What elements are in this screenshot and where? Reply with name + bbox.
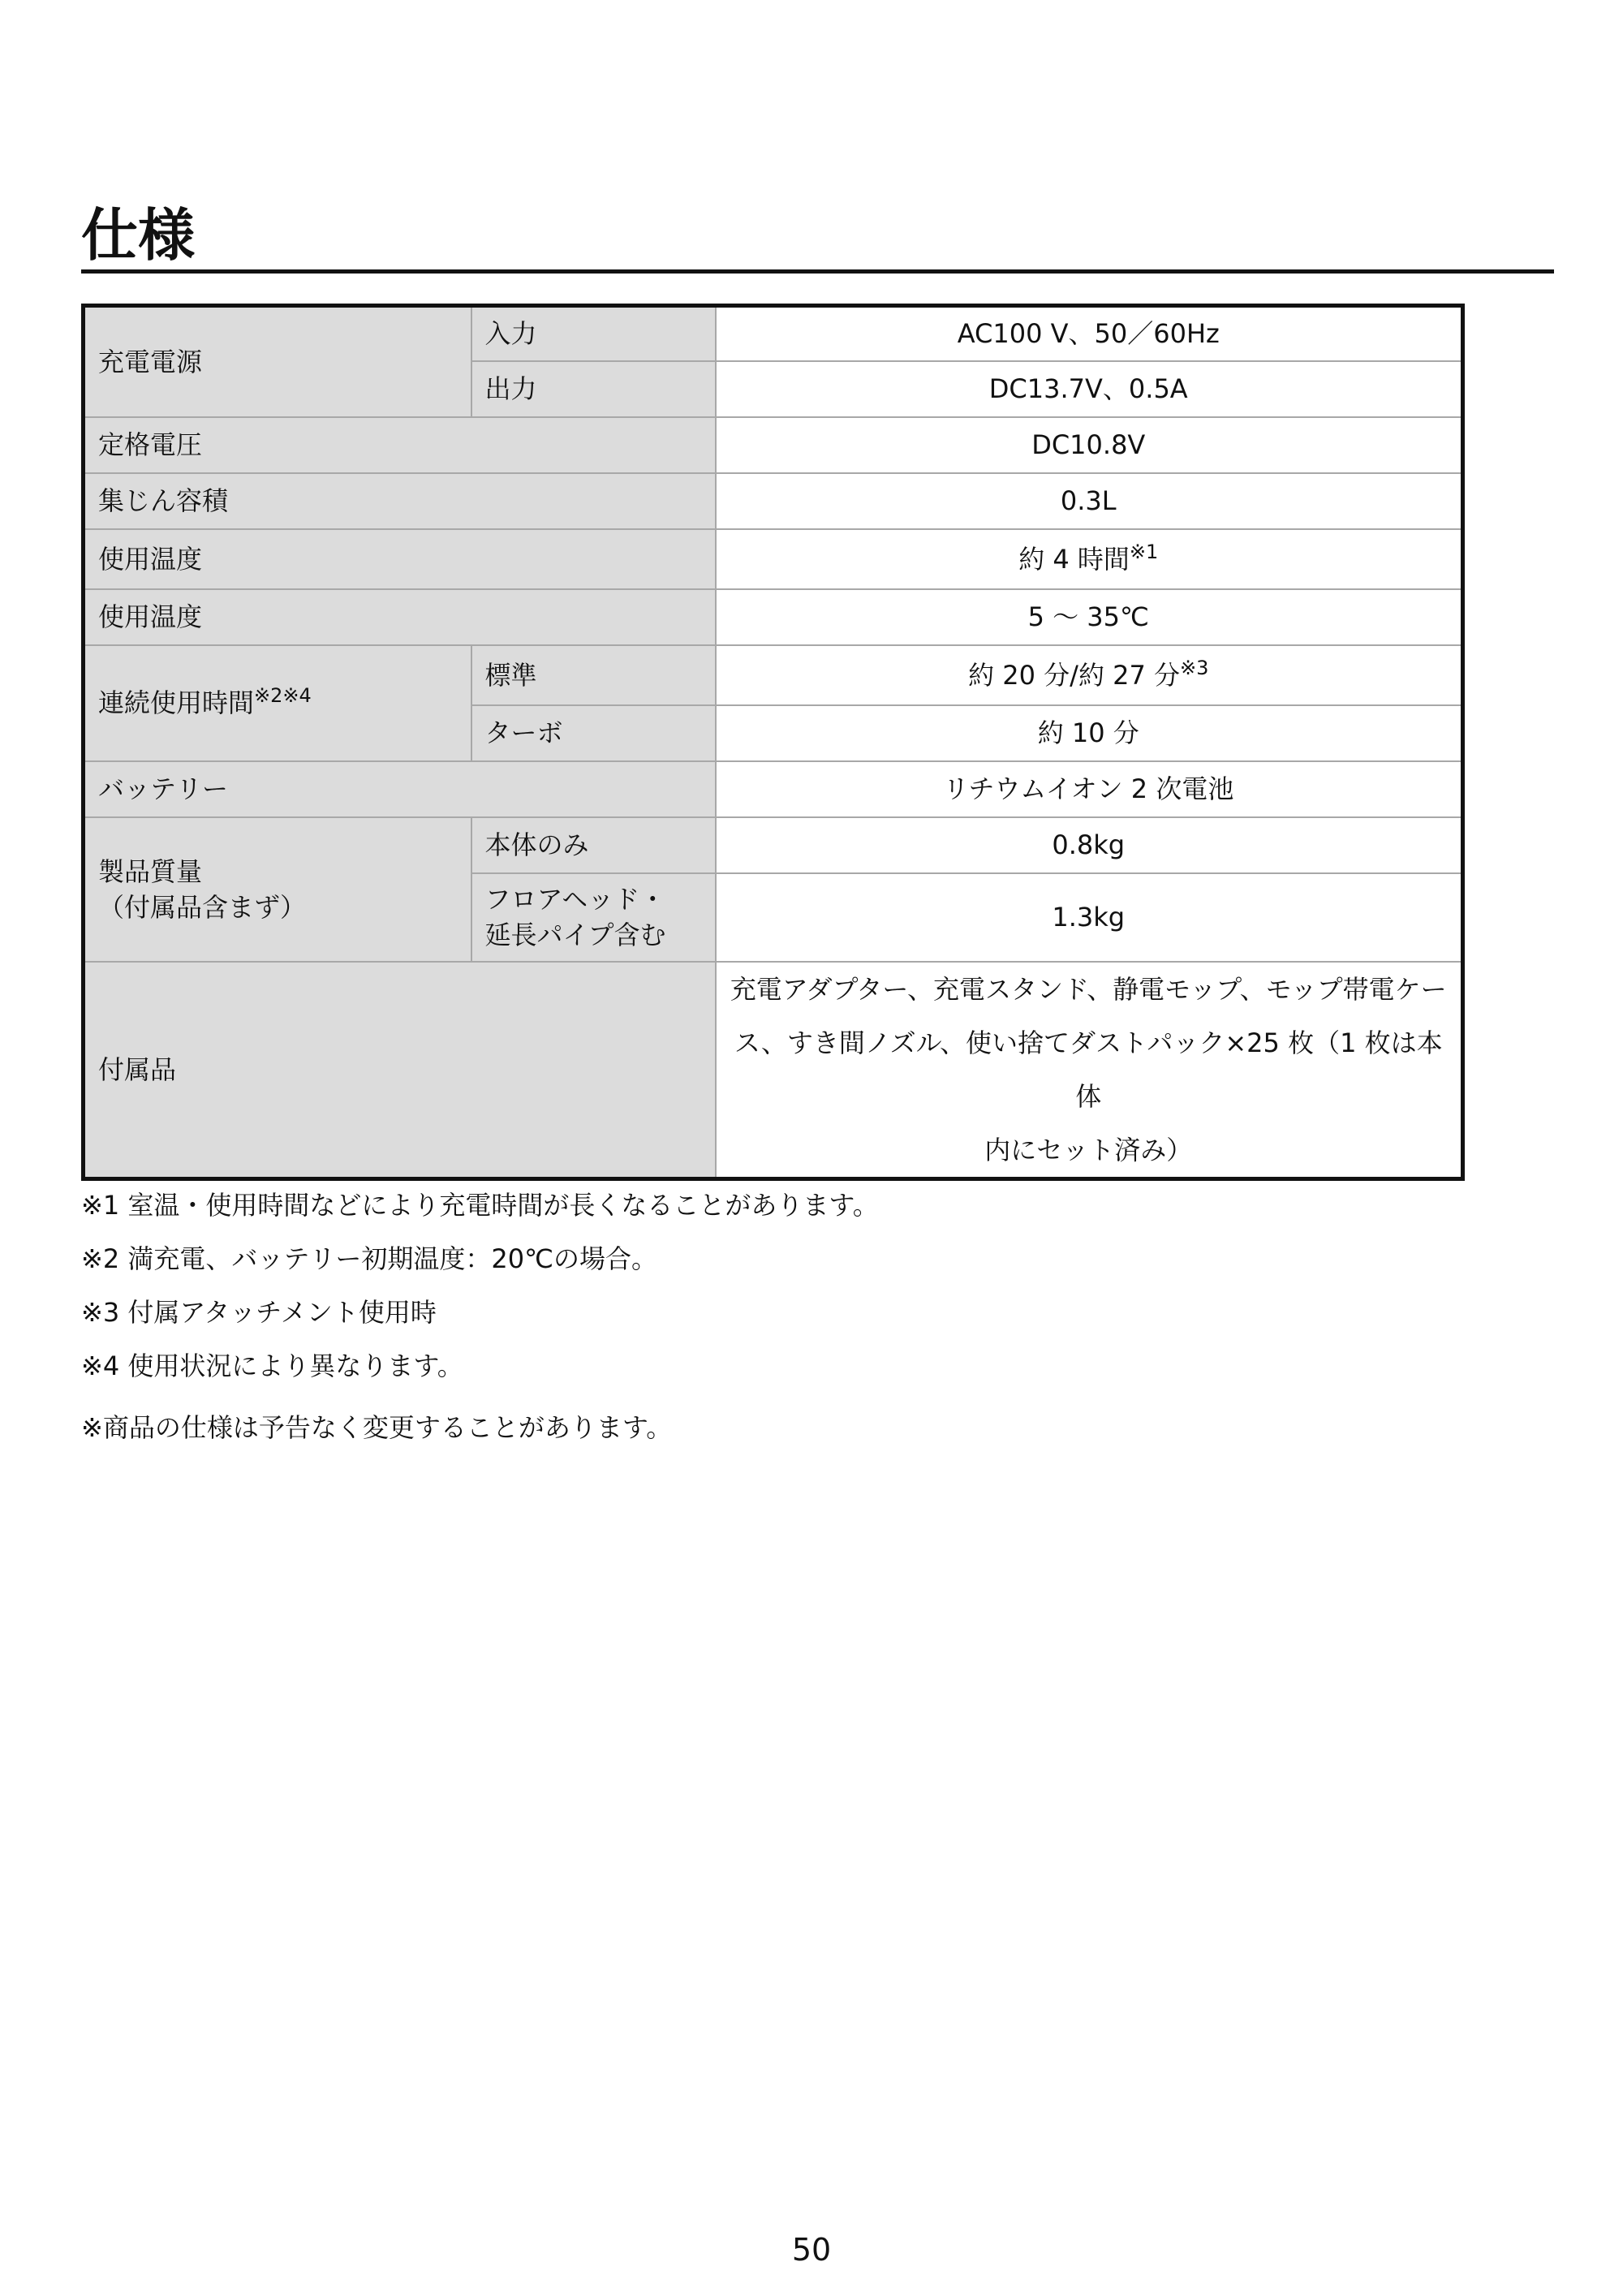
accessories-line1: 充電アダプター、充電スタンド、静電モップ、モップ帯電ケー — [730, 973, 1447, 1005]
accessories-line2: ス、すき間ノズル、使い捨てダストパック×25 枚（1 枚は本体 — [734, 1027, 1443, 1112]
footnote: ※商品の仕様は予告なく変更することがあります。 — [81, 1412, 673, 1443]
dust-capacity-value: 0.3L — [716, 473, 1463, 529]
runtime-standard-label: 標準 — [471, 645, 716, 705]
mass-floor-value: 1.3kg — [716, 873, 1463, 962]
temp2-label: 使用温度 — [84, 589, 716, 645]
footnote: ※4 使用状況により異なります。 — [81, 1350, 463, 1381]
temp1-label: 使用温度 — [84, 529, 716, 589]
table-row — [84, 589, 1463, 645]
temp1-note: ※1 — [1129, 540, 1159, 563]
spec-table — [81, 304, 1465, 1181]
temp2-value: 5 ～ 35℃ — [716, 589, 1463, 645]
runtime-label-note: ※2※4 — [254, 684, 312, 707]
footnote: ※3 付属アタッチメント使用時 — [81, 1297, 437, 1328]
table-row — [84, 761, 1463, 817]
accessories-label: 付属品 — [84, 962, 716, 1179]
table-row — [84, 306, 1463, 361]
table-row — [84, 473, 1463, 529]
mass-label-line2: （付属品含まず） — [98, 891, 307, 923]
temp1-value: 約 4 時間 — [1018, 543, 1130, 575]
runtime-turbo-label: ターボ — [471, 705, 716, 761]
runtime-label: 連続使用時間 — [98, 687, 255, 718]
table-row — [84, 529, 1463, 589]
temp1-cell — [716, 529, 1463, 589]
runtime-label-cell — [84, 645, 471, 761]
table-row — [84, 417, 1463, 473]
power-input-label: 入力 — [471, 306, 716, 361]
power-output-value: DC13.7V、0.5A — [716, 361, 1463, 417]
power-label: 充電電源 — [84, 306, 471, 417]
power-input-value: AC100 V、50／60Hz — [716, 306, 1463, 361]
table-row — [84, 645, 1463, 705]
mass-floor-label-line2: 延長パイプ含む — [484, 920, 666, 950]
footnotes — [81, 1189, 1461, 1444]
mass-floor-label-cell — [471, 873, 716, 962]
footnote: ※1 室温・使用時間などにより充電時間が長くなることがあります。 — [81, 1190, 879, 1221]
rated-voltage-value: DC10.8V — [716, 417, 1463, 473]
runtime-standard-note: ※3 — [1180, 656, 1209, 679]
accessories-cell — [716, 962, 1463, 1179]
mass-floor-label-line1: フロアヘッド・ — [484, 884, 666, 915]
page-title: 仕様 — [81, 202, 195, 269]
mass-label-line1: 製品質量 — [98, 855, 203, 887]
table-row — [84, 962, 1463, 1179]
title-underline — [81, 269, 1554, 274]
runtime-turbo-value: 約 10 分 — [716, 705, 1463, 761]
footnote: ※2 満充電、バッテリー初期温度：20℃の場合。 — [81, 1243, 658, 1274]
dust-capacity-label: 集じん容積 — [84, 473, 716, 529]
battery-label: バッテリー — [84, 761, 716, 817]
rated-voltage-label: 定格電圧 — [84, 417, 716, 473]
battery-value: リチウムイオン 2 次電池 — [716, 761, 1463, 817]
power-output-label: 出力 — [471, 361, 716, 417]
mass-body-label: 本体のみ — [471, 817, 716, 873]
runtime-standard-value: 約 20 分/約 27 分 — [968, 659, 1181, 691]
mass-body-value: 0.8kg — [716, 817, 1463, 873]
mass-label-cell — [84, 817, 471, 962]
page-number: 50 — [791, 2232, 832, 2268]
table-row — [84, 817, 1463, 873]
accessories-line3: 内にセット済み） — [984, 1134, 1193, 1165]
runtime-standard-cell — [716, 645, 1463, 705]
